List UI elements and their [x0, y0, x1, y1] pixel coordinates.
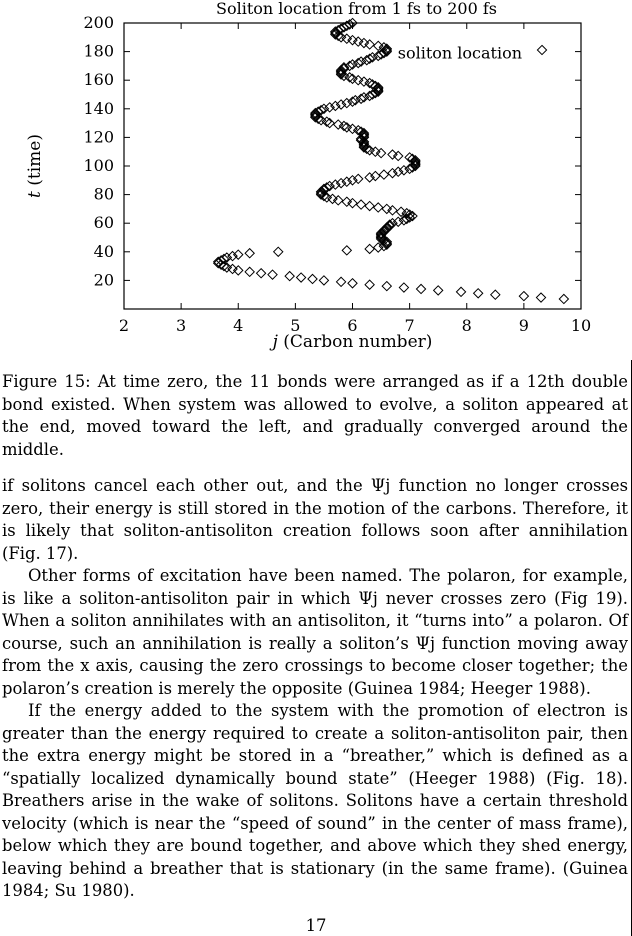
- data-point: [374, 203, 383, 212]
- data-point: [336, 277, 345, 286]
- data-point: [416, 284, 425, 293]
- data-point: [257, 269, 266, 278]
- data-point: [474, 289, 483, 298]
- data-point: [536, 293, 545, 302]
- y-tick-label: 40: [93, 241, 114, 261]
- soliton-location-figure: [0, 0, 632, 360]
- data-point: [365, 244, 374, 253]
- data-point: [285, 272, 294, 281]
- x-tick-label: 2: [118, 316, 130, 335]
- x-tick-label: 9: [518, 316, 529, 335]
- data-point: [365, 280, 374, 289]
- data-point: [491, 290, 500, 299]
- data-point: [365, 201, 374, 210]
- data-point: [519, 292, 528, 301]
- data-point: [296, 273, 305, 282]
- legend-label: soliton location: [397, 43, 522, 63]
- data-point: [274, 247, 283, 256]
- x-tick-label: 5: [290, 316, 301, 335]
- data-point: [559, 294, 568, 303]
- data-point: [245, 267, 254, 276]
- x-axis-label: j (Carbon number): [272, 332, 433, 352]
- y-tick-label: 100: [83, 156, 114, 175]
- body-text: [2, 475, 628, 903]
- soliton-scatter-plot: [0, 0, 632, 360]
- data-point: [308, 274, 317, 283]
- data-point: [348, 279, 357, 288]
- x-tick-label: 7: [404, 316, 415, 335]
- data-point: [356, 200, 365, 209]
- x-tick-label: 3: [176, 316, 187, 335]
- y-tick-label: 140: [83, 98, 114, 118]
- paragraph-3: If the energy added to the system with the promotion of electron is greater than the energy required to create a soliton-antisoliton pair, then the extra energy might be stored in a “breather,” which is defined as a “spatially localized dynamically bound state” (Heeger 1988) (Fig. 18). Breathers arise in the wake of solitons. Solitons have a certain threshold velocity (which is near the “speed of sound” in the center of mass frame), below which they are bound together, and above which they shed energy, leaving behind a breather that is stationary (in the same frame). (Guinea 1984; Su 1980).: [2, 701, 628, 900]
- paragraph-1: if solitons cancel each other out, and the Ψj function no longer crosses zero, their energy is still stored in the motion of the carbons. Therefore, it is likely that soliton-antisoliton creation follows soon after annihilation (Fig. 17).: [2, 476, 628, 563]
- x-tick-label: 10: [570, 316, 592, 335]
- data-point: [399, 283, 408, 292]
- data-point: [319, 276, 328, 285]
- page-number: 17: [305, 916, 327, 935]
- data-point: [245, 249, 254, 258]
- y-tick-label: 60: [93, 213, 114, 233]
- y-tick-label: 20: [93, 270, 114, 290]
- data-point: [434, 286, 443, 295]
- y-tick-label: 160: [83, 70, 114, 90]
- data-point: [456, 287, 465, 296]
- data-point: [379, 170, 388, 179]
- x-tick-label: 6: [347, 316, 358, 335]
- chart-title: Soliton location from 1 fs to 200 fs: [216, 0, 497, 18]
- legend-marker: [537, 45, 546, 54]
- paragraph-2: Other forms of excitation have been named. The polaron, for example, is like a soliton-antisoliton pair in which Ψj never crosses zero (Fig 19). When a soliton annihilates with an antisoliton, it “turns into” a polaron. Of course, such an annihilation is really a soliton’s Ψj function moving away from the x axis, causing the zero crossings to become closer together; the polaron’s creation is merely the opposite (Guinea 1984; Heeger 1988).: [2, 566, 628, 698]
- figure-caption: Figure 15: At time zero, the 11 bonds were arranged as if a 12th double bond existed. When system was allowed to evolve, a soliton appeared at the end, moved toward the left, and gradually converged around the middle.: [2, 372, 628, 459]
- y-tick-label: 180: [83, 41, 114, 61]
- data-point: [342, 246, 351, 255]
- data-point: [382, 282, 391, 291]
- x-tick-label: 8: [461, 316, 472, 335]
- y-tick-label: 120: [83, 127, 114, 147]
- x-tick-label: 4: [233, 316, 244, 335]
- plot-frame: [124, 23, 581, 309]
- y-tick-label: 200: [83, 13, 114, 32]
- y-axis-label: t (time): [25, 134, 45, 198]
- y-tick-label: 80: [93, 184, 114, 204]
- data-point: [268, 270, 277, 279]
